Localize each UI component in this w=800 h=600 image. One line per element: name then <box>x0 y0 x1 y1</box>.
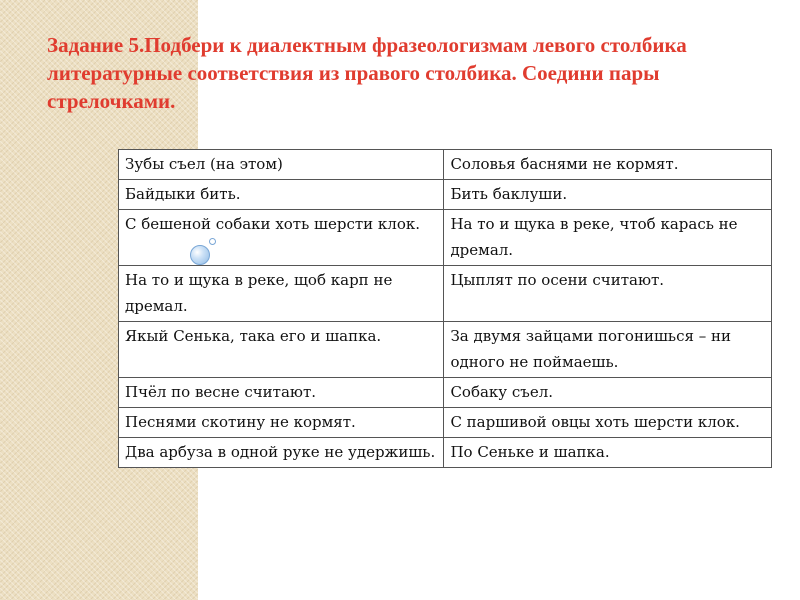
literary-phrase-cell: По Сеньке и шапка. <box>444 438 772 468</box>
literary-phrase-cell: Бить баклуши. <box>444 180 772 210</box>
dialect-phrase-cell: Зубы съел (на этом) <box>119 150 444 180</box>
table-row <box>119 322 772 378</box>
literary-phrase-cell: За двумя зайцами погонишься – ни одного не поймаешь. <box>444 322 772 378</box>
dialect-phrase-cell: Пчёл по весне считают. <box>119 378 444 408</box>
connector-handle[interactable] <box>190 245 210 265</box>
connector-handle-small[interactable] <box>209 238 216 245</box>
table-row <box>119 180 772 210</box>
phraseology-table <box>118 149 772 468</box>
dialect-phrase-cell: Песнями скотину не кормят. <box>119 408 444 438</box>
task-title: Задание 5.Подбери к диалектным фразеологизмам левого столбика литературные соответствия из правого столбика. Соедини пары стрелочками. <box>47 33 687 113</box>
table-row <box>119 438 772 468</box>
dialect-phrase-cell: С бешеной собаки хоть шерсти клок. <box>119 210 444 266</box>
literary-phrase-cell: Соловья баснями не кормят. <box>444 150 772 180</box>
literary-phrase-cell: Собаку съел. <box>444 378 772 408</box>
table-row <box>119 266 772 322</box>
dialect-phrase-cell: На то и щука в реке, щоб карп не дремал. <box>119 266 444 322</box>
literary-phrase-cell: Цыплят по осени считают. <box>444 266 772 322</box>
table-row <box>119 210 772 266</box>
table-row <box>119 408 772 438</box>
literary-phrase-cell: На то и щука в реке, чтоб карась не дремал. <box>444 210 772 266</box>
dialect-phrase-cell: Два арбуза в одной руке не удержишь. <box>119 438 444 468</box>
dialect-phrase-cell: Байдыки бить. <box>119 180 444 210</box>
dialect-phrase-cell: Якый Сенька, така его и шапка. <box>119 322 444 378</box>
literary-phrase-cell: С паршивой овцы хоть шерсти клок. <box>444 408 772 438</box>
table-row <box>119 150 772 180</box>
table-row <box>119 378 772 408</box>
